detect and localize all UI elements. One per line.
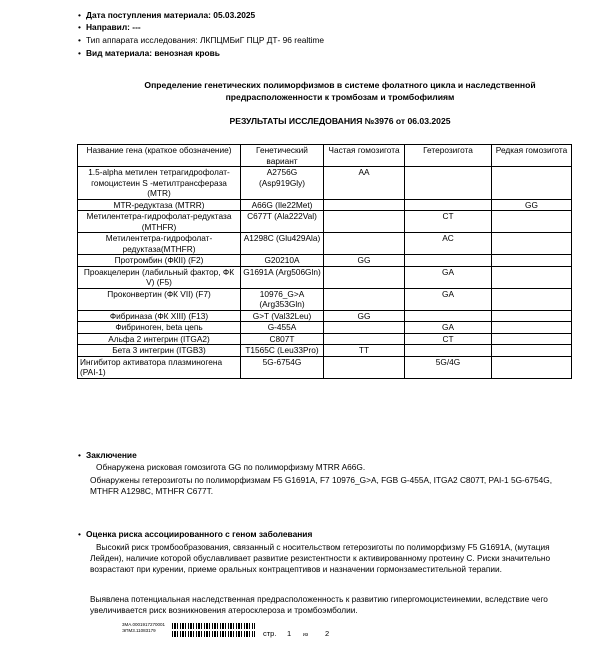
report-title-line2: предрасположенности к тромбозам и тромбофилиям: [225, 92, 455, 102]
hetero-cell: CT: [405, 333, 492, 345]
rare-homo-cell: [492, 255, 572, 267]
rare-homo-cell: [492, 356, 572, 378]
variant-cell: C677T (Ala222Val): [241, 211, 324, 233]
report-title-line1: Определение генетических полиморфизмов в системе фолатного цикла и наследственной: [144, 80, 536, 90]
bullet-icon: •: [78, 529, 81, 539]
common-homo-cell: TT: [324, 345, 405, 357]
rare-homo-cell: [492, 333, 572, 345]
bullet-icon: •: [78, 35, 81, 45]
col-rare-homo-header: Редкая гомозигота: [492, 145, 572, 167]
hetero-cell: GA: [405, 266, 492, 288]
results-heading: РЕЗУЛЬТАТЫ ИССЛЕДОВАНИЯ №3976 от 06.03.2025: [229, 116, 451, 126]
rare-homo-cell: [492, 167, 572, 200]
hetero-cell: [405, 199, 492, 211]
variant-cell: G20210A: [241, 255, 324, 267]
barcode-icon: [172, 631, 255, 637]
conclusion-line2: Обнаружены гетерозиготы по полиморфизмам F5 G1691A, F7 10976_G>A, FGB G-455A, ITGA2 C807T, PAI-1 5G-6754G, MTHFR A1298C, MTHFR C677T.: [90, 475, 553, 496]
rare-homo-cell: [492, 288, 572, 310]
risk-section: [78, 529, 312, 540]
common-homo-cell: AA: [324, 167, 405, 200]
variant-cell: G>T (Val32Leu): [241, 310, 324, 322]
bullet-icon: •: [78, 22, 81, 32]
bullet-icon: •: [78, 10, 81, 20]
meta-device-label: Тип аппарата исследования:: [86, 35, 198, 45]
page-total: 2: [325, 629, 330, 638]
rare-homo-cell: [492, 211, 572, 233]
hetero-cell: [405, 345, 492, 357]
footer-codes: [122, 622, 165, 634]
variant-cell: G1691A (Arg506Gln): [241, 266, 324, 288]
meta-referrer-value: ---: [132, 22, 141, 32]
common-homo-cell: [324, 266, 405, 288]
common-homo-cell: [324, 356, 405, 378]
meta-date-value: 05.03.2025: [213, 10, 256, 20]
common-homo-cell: [324, 211, 405, 233]
meta-referrer-label: Направил:: [86, 22, 130, 32]
gene-cell: Бета 3 интегрин (ITGB3): [78, 345, 241, 357]
meta-referrer: [78, 22, 141, 33]
common-homo-cell: [324, 322, 405, 334]
common-homo-cell: GG: [324, 310, 405, 322]
conclusion-section: [78, 450, 137, 461]
variant-cell: T1565C (Leu33Pro): [241, 345, 324, 357]
bullet-icon: •: [78, 48, 81, 58]
gene-cell: Фибриноген, beta цепь: [78, 322, 241, 334]
gene-cell: Проконвертин (ФК VII) (F7): [78, 288, 241, 310]
col-variant-header: Генетический вариант: [241, 145, 324, 167]
variant-cell: C807T: [241, 333, 324, 345]
footer-code-2: ЭПМ3.11083179: [122, 628, 156, 633]
gene-cell: Фибриназа (ФК XIII) (F13): [78, 310, 241, 322]
table-row: [78, 322, 572, 334]
table-row: [78, 288, 572, 310]
col-hetero-header: Гетерозигота: [405, 145, 492, 167]
table-row: [78, 211, 572, 233]
rare-homo-cell: [492, 266, 572, 288]
hetero-cell: [405, 167, 492, 200]
risk-paragraph-2: Выявлена потенциальная наследственная предрасположенность к развитию гипергомоцистеинемии, вследствие чего увеличивается риск возникновения атеросклероза и тромбоэмболии.: [90, 594, 548, 615]
common-homo-cell: GG: [324, 255, 405, 267]
variant-cell: 5G-6754G: [241, 356, 324, 378]
results-table: [77, 144, 572, 379]
hetero-cell: [405, 255, 492, 267]
gene-cell: MTR-редуктаза (MTRR): [78, 199, 241, 211]
table-row: [78, 310, 572, 322]
variant-cell: 10976_G>A (Arg353Gln): [241, 288, 324, 310]
page-label: стр.: [263, 629, 277, 638]
table-row: [78, 333, 572, 345]
table-row: [78, 233, 572, 255]
table-row: [78, 199, 572, 211]
meta-material-value: венозная кровь: [154, 48, 220, 58]
table-row: [78, 266, 572, 288]
meta-date-label: Дата поступления материала:: [86, 10, 211, 20]
meta-date: [78, 10, 255, 21]
hetero-cell: AC: [405, 233, 492, 255]
gene-cell: 1.5-alpha метилен тетрагидрофолат-гомоцистеин S -метилтрансфераза (MTR): [78, 167, 241, 200]
hetero-cell: GA: [405, 288, 492, 310]
meta-material: [78, 48, 220, 59]
variant-cell: A2756G (Asp919Gly): [241, 167, 324, 200]
footer-code-1: 3МА.0001917270001: [122, 622, 166, 627]
common-homo-cell: [324, 333, 405, 345]
conclusion-line1: Обнаружена рисковая гомозигота GG по полиморфизму MTRR A66G.: [96, 462, 366, 472]
col-gene-header: Название гена (краткое обозначение): [78, 145, 241, 167]
meta-material-label: Вид материала:: [86, 48, 153, 58]
gene-cell: Метилентетра-гидрофолат-редуктаза(MTHFR): [78, 233, 241, 255]
rare-homo-cell: [492, 322, 572, 334]
gene-cell: Ингибитор активатора плазминогена (PAI-1): [78, 356, 241, 378]
hetero-cell: [405, 310, 492, 322]
rare-homo-cell: [492, 233, 572, 255]
bullet-icon: •: [78, 450, 81, 460]
hetero-cell: GA: [405, 322, 492, 334]
gene-cell: Проакцелерин (лабильный фактор, ФК V) (F5): [78, 266, 241, 288]
meta-device-value: ЛКПЦМБиГ ПЦР ДТ- 96 realtime: [200, 35, 325, 45]
conclusion-heading: Заключение: [86, 450, 137, 460]
gene-cell: Протромбин (ФКII) (F2): [78, 255, 241, 267]
rare-homo-cell: GG: [492, 199, 572, 211]
page-number: 1: [287, 629, 292, 638]
risk-paragraph-1: Высокий риск тромбообразования, связанный с носительством гетерозиготы по полиморфизму F5 G1691A, (мутация Лейден), наличие которой обуславливает развитие резистентности к активированному протеину C. Риски значительно возрастают при курении, приеме оральных контрацептивов и назначении гормонзаместительной терапии.: [90, 542, 551, 574]
table-row: [78, 255, 572, 267]
risk-heading: Оценка риска ассоциированного с геном заболевания: [86, 529, 313, 539]
hetero-cell: 5G/4G: [405, 356, 492, 378]
barcode-icon: [172, 623, 255, 629]
table-row: [78, 356, 572, 378]
table-row: [78, 167, 572, 200]
common-homo-cell: [324, 233, 405, 255]
common-homo-cell: [324, 199, 405, 211]
col-common-homo-header: Частая гомозигота: [324, 145, 405, 167]
variant-cell: A1298C (Glu429Ala): [241, 233, 324, 255]
variant-cell: A66G (Ile22Met): [241, 199, 324, 211]
hetero-cell: CT: [405, 211, 492, 233]
rare-homo-cell: [492, 345, 572, 357]
meta-device: [78, 35, 324, 46]
gene-cell: Метилентетра-гидрофолат-редуктаза (MTHFR): [78, 211, 241, 233]
table-header-row: [78, 145, 572, 167]
page-of-label: из: [303, 632, 309, 638]
variant-cell: G-455A: [241, 322, 324, 334]
table-row: [78, 345, 572, 357]
common-homo-cell: [324, 288, 405, 310]
rare-homo-cell: [492, 310, 572, 322]
gene-cell: Альфа 2 интегрин (ITGA2): [78, 333, 241, 345]
